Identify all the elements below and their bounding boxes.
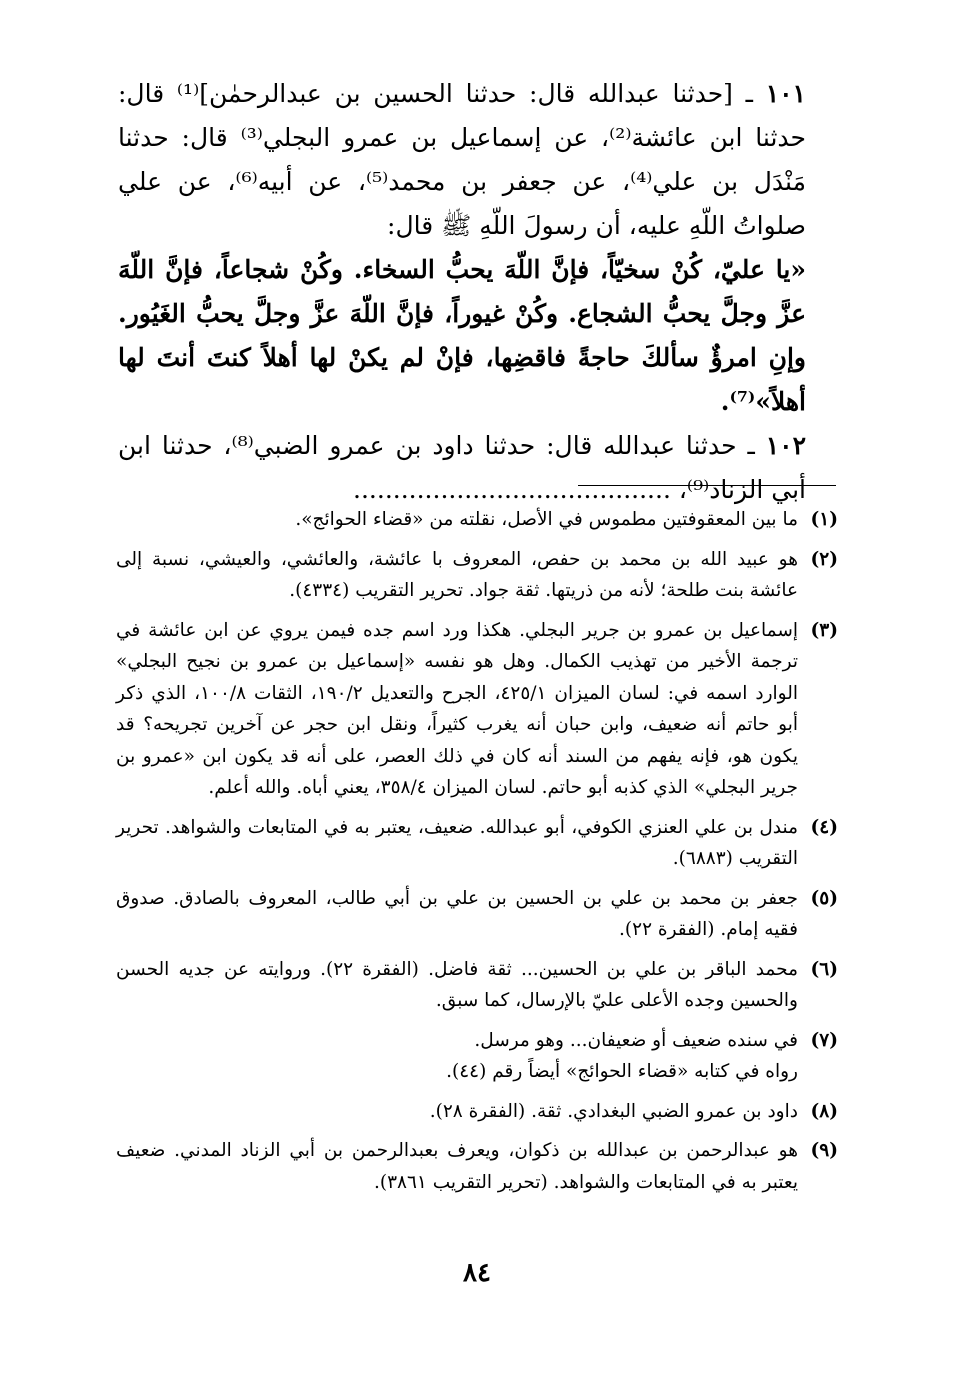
paragraph-102 xyxy=(118,424,806,512)
paragraph-101 xyxy=(118,72,806,248)
footnote-text xyxy=(116,812,798,875)
footnote-line: داود بن عمرو الضبي البغدادي. ثقة. (الفقرة ٢٨). xyxy=(429,1100,798,1122)
footnote xyxy=(116,1135,838,1198)
footnote-line: ما بين المعقوفتين مطموس في الأصل، نقلته من «قضاء الحوائج». xyxy=(295,509,798,530)
footnote-number: (٣) xyxy=(810,619,838,641)
hadith-text: «يا عليّ، كُنْ سخيّاً، فإنَّ اللّهَ يحبُّ السخاء. وكُنْ شجاعاً، فإنَّ اللّهَ عزَّ وجلَّ يحبُّ الشجاع. وكُنْ غيوراً، فإنَّ اللّهَ عزَّ وجلَّ يحبُّ الغَيُور. وإنِ امرؤٌ سألكَ حاجةً فاقضِها، فإنْ لم يكنْ لها أهلاً كنتَ أنتَ لها أهلاً»⁽⁷⁾. xyxy=(118,255,806,416)
footnote-text xyxy=(116,954,798,1017)
paragraph-text: ـ [حدثنا عبدالله قال: حدثنا الحسين بن عبدالرحمٰن]⁽¹⁾ قال: حدثنا ابن عائشة⁽²⁾، عن إسماعيل بن عمرو البجلي⁽³⁾ قال: حدثنا مَنْدَل بن علي⁽⁴⁾، عن جعفر بن محمد⁽⁵⁾، عن أبيه⁽⁶⁾، عن علي صلواتُ اللّهِ عليه، أن رسولَ اللّهِ ﷺ قال: xyxy=(118,79,806,240)
footnote-text xyxy=(116,504,798,536)
footnote-text xyxy=(116,544,798,607)
paragraph-number: ١٠٢ xyxy=(765,431,807,460)
footnote-line: جعفر بن محمد بن علي بن الحسين بن علي بن أبي طالب، المعروف بالصادق. صدوق فقيه إمام. (الفقرة ٢٢). xyxy=(116,887,798,940)
footnote-text xyxy=(116,883,798,946)
footnote-text xyxy=(116,1025,798,1088)
footnote xyxy=(116,883,838,946)
footnote-number: (١) xyxy=(810,509,838,530)
footnote xyxy=(116,1096,838,1128)
footnote-line: محمد الباقر بن علي بن الحسين... ثقة فاضل. (الفقرة ٢٢). وروايته عن جديه الحسن والحسين وجده الأعلى عليّ بالإرسال، كما سبق. xyxy=(116,958,798,1011)
main-text xyxy=(118,72,806,512)
paragraph-text: ـ حدثنا عبدالله قال: حدثنا داود بن عمرو الضبي⁽⁸⁾، حدثنا ابن أبي الزناد⁽⁹⁾، xyxy=(118,431,806,504)
footnotes xyxy=(116,504,838,1206)
footnote-line: هو عبدالرحمن بن عبدالله بن ذكوان، ويعرف بعبدالرحمن بن أبي الزناد المدني. ضعيف يعتبر به في المتابعات والشواهد. (تحرير التقريب ٣٨٦١). xyxy=(116,1140,798,1193)
footnote-number: (٩) xyxy=(810,1140,838,1161)
footnote-line: هو عبيد الله بن محمد بن حفص، المعروف با عائشة، والعائشي، والعيشي، نسبة إلى عائشة بنت طلحة؛ لأنه من ذريتها. ثقة جواد. تحرير التقريب (٤٣٣٤). xyxy=(116,548,798,601)
ellipsis-dots: ........................................ xyxy=(353,475,671,504)
paragraph-number: ١٠١ xyxy=(765,79,806,108)
footnote xyxy=(116,954,838,1017)
page-number: ٨٤ xyxy=(463,1258,491,1288)
footnote-number: (٢) xyxy=(810,548,838,570)
footnote-line: مندل بن علي العنزي الكوفي، أبو عبدالله. ضعيف، يعتبر به في المتابعات والشواهد. تحرير التقريب (٦٨٨٣). xyxy=(116,816,798,869)
footnote-number: (٥) xyxy=(810,887,838,909)
footnote xyxy=(116,544,838,607)
footnote-line: في سنده ضعيف أو ضعيفان... وهو مرسل. xyxy=(474,1029,798,1051)
footnote xyxy=(116,504,838,536)
footnote xyxy=(116,1025,838,1088)
footnote-text xyxy=(116,1096,798,1128)
footnote-text xyxy=(116,1135,798,1198)
footnote-separator xyxy=(578,485,836,486)
footnote xyxy=(116,812,838,875)
footnote-number: (٤) xyxy=(810,816,838,838)
footnote-number: (٧) xyxy=(810,1029,838,1051)
footnote-line: رواه في كتابه «قضاء الحوائج» أيضاً رقم (٤٤). xyxy=(446,1061,798,1082)
footnote-number: (٦) xyxy=(810,958,838,980)
footnote-text xyxy=(116,615,798,804)
footnote xyxy=(116,615,838,804)
footnote-line: إسماعيل بن عمرو بن جرير البجلي. هكذا ورد اسم جده فيمن يروي عن ابن عائشة في ترجمة الأخير من تهذيب الكمال. وهل هو نفسه «إسماعيل بن عمرو بن نجيح البجلي» الوارد اسمه في: لسان الميزان ٤٢٥/١، الجرح والتعديل ١٩٠/٢، الثقات ١٠٠/٨، الذي ذكر أبو حاتم أنه ضعيف، وابن حبان أنه يغرب كثيراً، ونقل ابن حجر عن آخرين تجريحه؟ قد يكون هو، فإنه يفهم من السند أنه كان في ذلك العصر، على أنه قد يكون ابن «عمرو بن جرير البجلي» الذي كذبه أبو حاتم. لسان الميزان ٣٥٨/٤، يعني أباه. والله أعلم. xyxy=(116,619,798,798)
footnote-number: (٨) xyxy=(810,1100,838,1122)
